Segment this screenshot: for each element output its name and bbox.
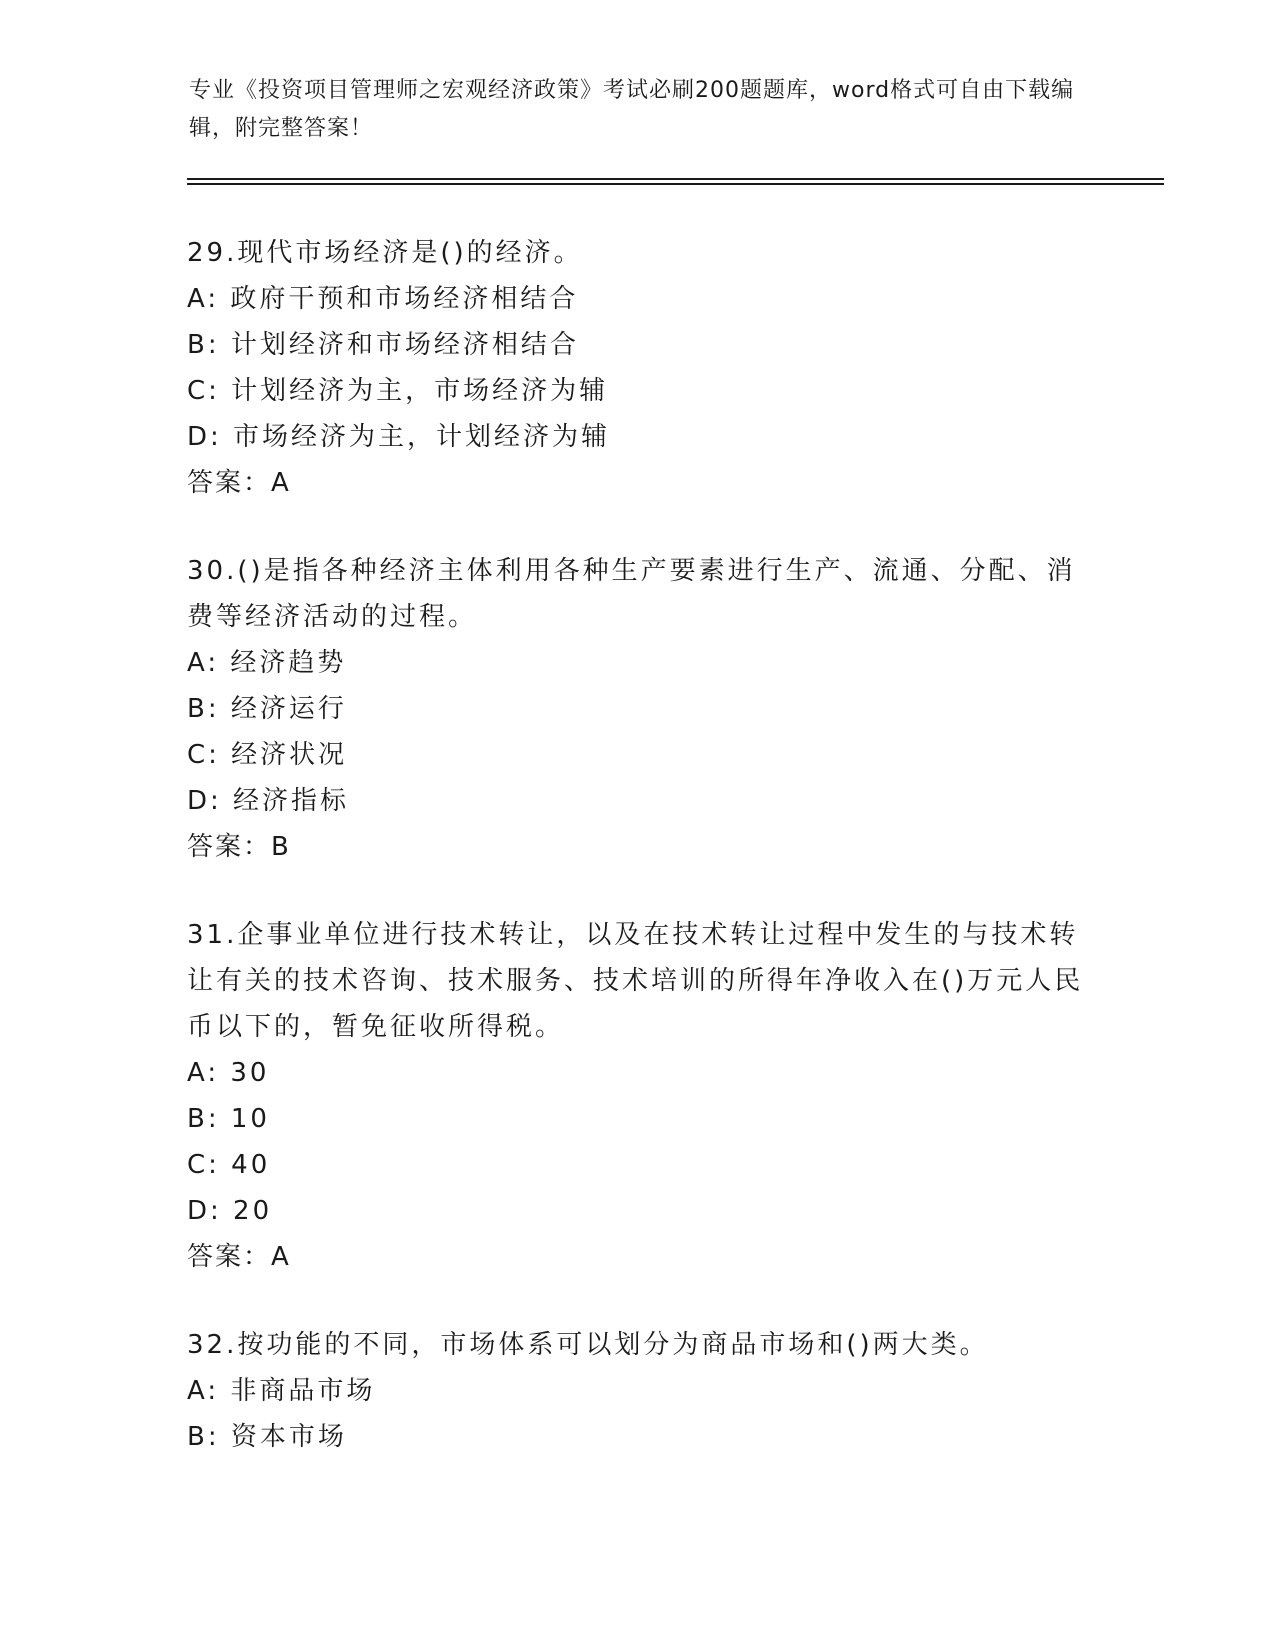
answer-line: 答案：A: [187, 1242, 291, 1272]
question-30: [187, 548, 1087, 870]
question-list: [187, 230, 1087, 1502]
option-b: B: 10: [187, 1104, 270, 1134]
header-divider-bottom: [187, 183, 1164, 185]
document-header: 专业《投资项目管理师之宏观经济政策》考试必刷200题题库，word格式可自由下载编辑，附完整答案！: [189, 78, 1075, 141]
question-stem: 30.()是指各种经济主体利用各种生产要素进行生产、流通、分配、消费等经济活动的过程。: [187, 556, 1076, 632]
option-d: D: 经济指标: [187, 786, 350, 816]
question-29: [187, 230, 1087, 506]
option-b: B: 资本市场: [187, 1422, 347, 1452]
option-b: B: 计划经济和市场经济相结合: [187, 330, 579, 360]
option-d: D: 20: [187, 1196, 273, 1226]
header-divider-top: [187, 178, 1164, 180]
question-stem: 32.按功能的不同，市场体系可以划分为商品市场和()两大类。: [187, 1330, 989, 1360]
option-c: C: 40: [187, 1150, 271, 1180]
option-a: A: 30: [187, 1058, 270, 1088]
answer-line: 答案：B: [187, 832, 291, 862]
option-a: A: 经济趋势: [187, 648, 347, 678]
option-a: A: 非商品市场: [187, 1376, 376, 1406]
option-d: D: 市场经济为主，计划经济为辅: [187, 422, 611, 452]
question-31: [187, 912, 1087, 1280]
option-a: A: 政府干预和市场经济相结合: [187, 284, 579, 314]
option-c: C: 计划经济为主，市场经济为辅: [187, 376, 609, 406]
option-b: B: 经济运行: [187, 694, 347, 724]
answer-line: 答案：A: [187, 468, 291, 498]
question-stem: 31.企事业单位进行技术转让，以及在技术转让过程中发生的与技术转让有关的技术咨询、技术服务、技术培训的所得年净收入在()万元人民币以下的，暂免征收所得税。: [187, 920, 1084, 1042]
option-c: C: 经济状况: [187, 740, 348, 770]
question-stem: 29.现代市场经济是()的经济。: [187, 238, 583, 268]
question-32: [187, 1322, 1087, 1460]
